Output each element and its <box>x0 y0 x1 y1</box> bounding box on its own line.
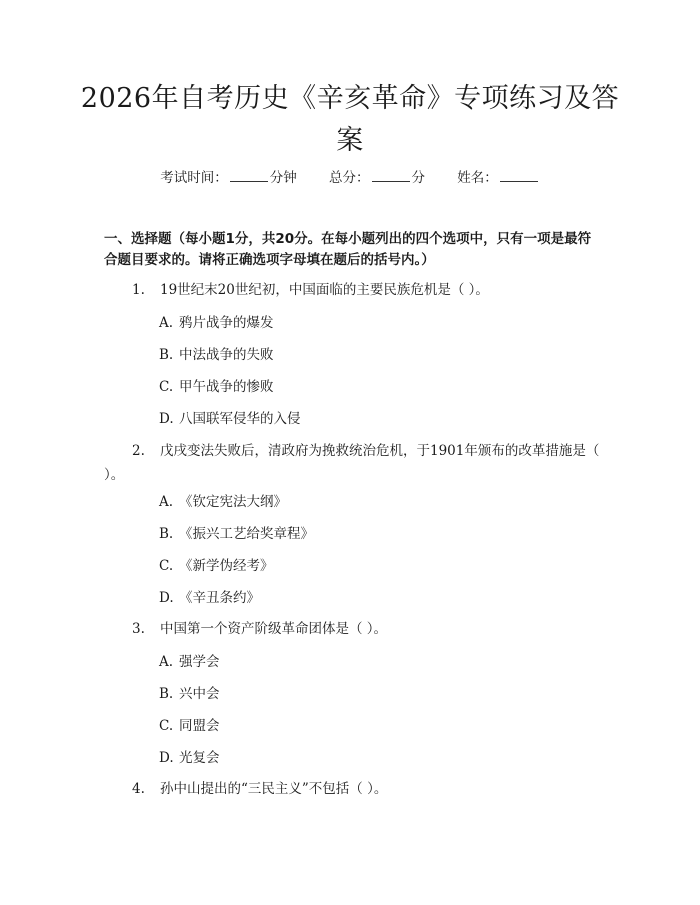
option-text: 同盟会 <box>179 718 220 734</box>
option-text: 鸦片战争的爆发 <box>179 315 274 331</box>
option-1d <box>159 409 301 429</box>
section-heading: 一、选择题（每小题1分，共20分。在每小题列出的四个选项中，只有一项是最符合题目要求的。请将正确选项字母填在题后的括号内。） <box>104 231 592 268</box>
question-1 <box>132 280 489 301</box>
page-title: 2026年自考历史《辛亥革命》专项练习及答案 <box>80 83 620 156</box>
option-letter: A. <box>159 315 174 331</box>
exam-time-blank <box>230 169 268 182</box>
option-letter: B. <box>159 686 174 702</box>
question-text: 19世纪末20世纪初，中国面临的主要民族危机是（ ）。 <box>160 282 489 298</box>
name-field <box>457 170 540 186</box>
option-letter: D. <box>159 590 174 606</box>
total-score-field <box>329 170 425 186</box>
question-number: 1. <box>132 282 145 298</box>
option-letter: D. <box>159 411 174 427</box>
option-2a <box>159 492 287 512</box>
option-3d <box>159 748 220 768</box>
total-score-unit: 分 <box>411 170 425 186</box>
option-2b <box>159 524 314 544</box>
option-letter: A. <box>159 654 174 670</box>
option-1b <box>159 345 274 365</box>
option-3a <box>159 652 220 672</box>
option-2d <box>159 588 260 608</box>
question-text: 戊戌变法失败后，清政府为挽救统治危机，于1901年颁布的改革措施是（ ）。 <box>104 443 600 483</box>
option-letter: A. <box>159 494 174 510</box>
exam-time-label: 考试时间： <box>160 170 228 186</box>
option-1a <box>159 313 274 333</box>
option-letter: C. <box>159 558 174 574</box>
total-score-blank <box>372 169 410 182</box>
option-text: 八国联军侵华的入侵 <box>179 411 301 427</box>
question-number: 4. <box>132 781 145 797</box>
option-1c <box>159 377 274 397</box>
question-4 <box>132 779 387 800</box>
question-2 <box>104 439 600 487</box>
question-text: 孙中山提出的“三民主义”不包括（ ）。 <box>160 781 388 797</box>
option-3c <box>159 716 220 736</box>
question-3 <box>132 619 387 640</box>
option-letter: B. <box>159 347 174 363</box>
option-text: 《新学伪经考》 <box>179 558 274 574</box>
option-letter: C. <box>159 718 174 734</box>
option-letter: D. <box>159 750 174 766</box>
option-text: 兴中会 <box>179 686 220 702</box>
question-number: 2. <box>132 443 145 459</box>
option-text: 《钦定宪法大纲》 <box>179 494 287 510</box>
name-blank <box>500 169 538 182</box>
option-3b <box>159 684 220 704</box>
option-letter: B. <box>159 526 174 542</box>
option-text: 强学会 <box>179 654 220 670</box>
option-text: 甲午战争的惨败 <box>179 379 274 395</box>
option-2c <box>159 556 274 576</box>
question-number: 3. <box>132 621 145 637</box>
option-letter: C. <box>159 379 174 395</box>
exam-meta <box>0 168 700 188</box>
option-text: 光复会 <box>179 750 220 766</box>
total-score-label: 总分： <box>329 170 370 186</box>
name-label: 姓名： <box>457 170 498 186</box>
option-text: 《辛丑条约》 <box>179 590 260 606</box>
option-text: 《振兴工艺给奖章程》 <box>179 526 314 542</box>
exam-time-field <box>160 170 297 186</box>
exam-time-unit: 分钟 <box>269 170 297 186</box>
question-text: 中国第一个资产阶级革命团体是（ ）。 <box>160 621 388 637</box>
option-text: 中法战争的失败 <box>179 347 274 363</box>
